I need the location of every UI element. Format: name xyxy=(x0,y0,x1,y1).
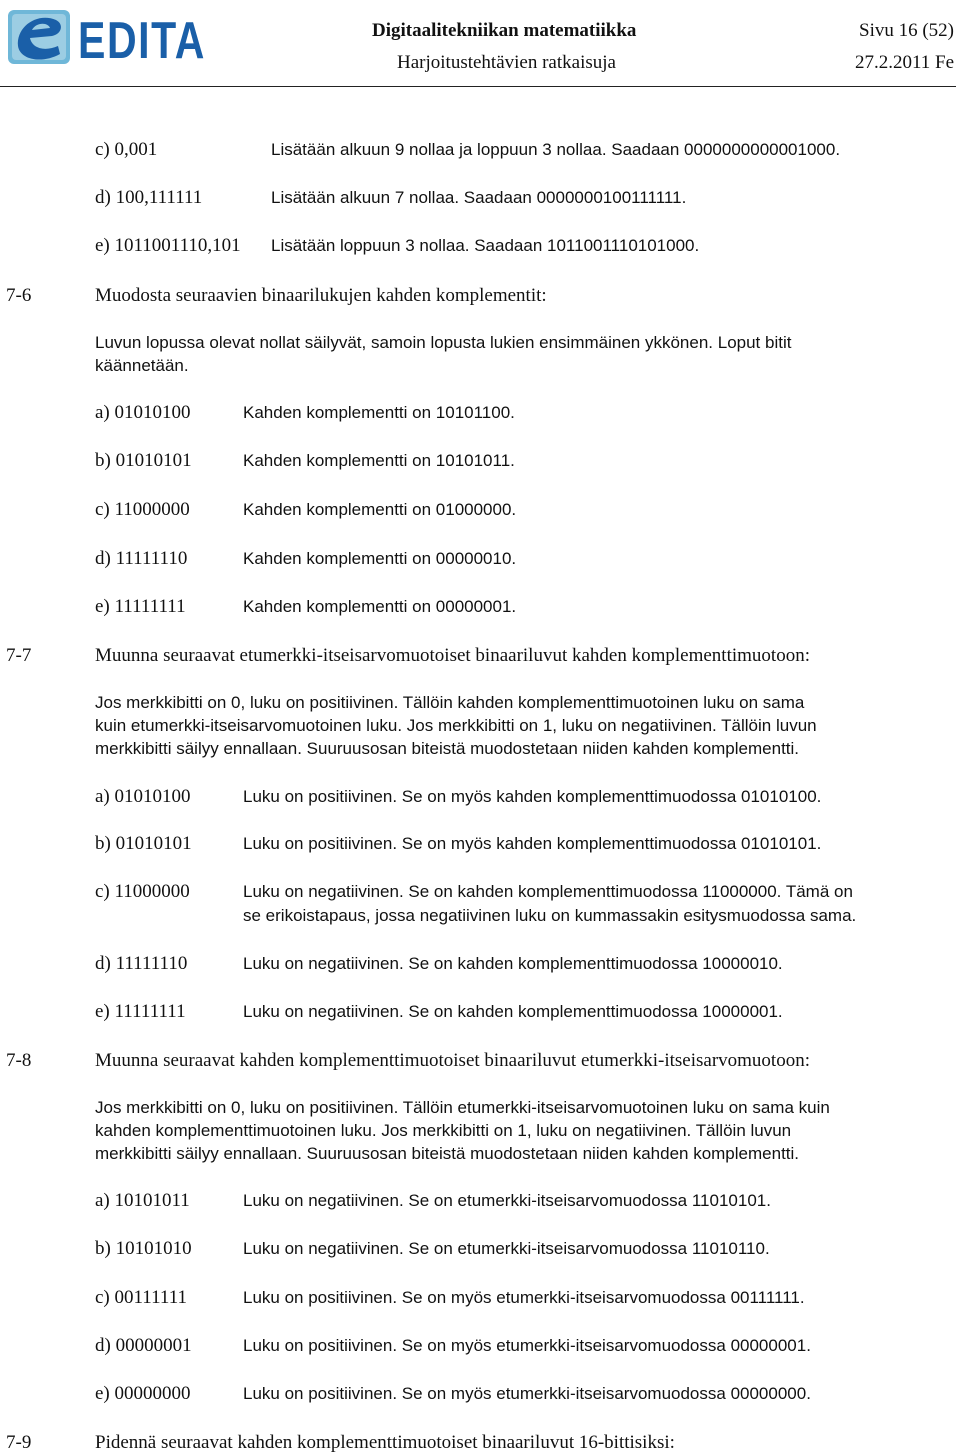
item-text: Lisätään alkuun 7 nollaa. Saadaan 0000000100111111. xyxy=(271,188,687,207)
task-intro xyxy=(95,691,945,760)
task-number: 7-7 xyxy=(6,645,32,666)
item-text: Kahden komplementti on 00000010. xyxy=(243,549,517,568)
header-divider xyxy=(0,86,956,87)
task-intro xyxy=(95,331,945,377)
item-text: Lisätään alkuun 9 nollaa ja loppuun 3 nollaa. Saadaan 0000000000001000. xyxy=(271,140,841,159)
item-text: Luku on positiivinen. Se on myös etumerkki-itseisarvomuodossa 00000000. xyxy=(243,1384,811,1403)
intro-line: merkkibitti säilyy ennallaan. Suuruusosan biteistä muodostetaan niiden kahden komplementti. xyxy=(95,1144,800,1163)
logo-wordmark: EDITA xyxy=(78,12,206,70)
item-text: Luku on negatiivinen. Se on kahden komplementtimuodossa 11000000. Tämä on xyxy=(243,882,853,901)
document-date: 27.2.2011 Fe xyxy=(854,52,954,73)
item-label: c) 0,001 xyxy=(95,139,158,160)
item-label: c) 11000000 xyxy=(95,499,190,520)
item-text: Kahden komplementti on 00000001. xyxy=(243,597,517,616)
document-title: Digitaalitekniikan matematiikka xyxy=(372,20,637,41)
task-intro xyxy=(95,1096,945,1165)
task-heading: Pidennä seuraavat kahden komplementtimuotoiset binaariluvut 16-bittisiksi: xyxy=(95,1432,675,1453)
intro-line: Jos merkkibitti on 0, luku on positiivinen. Tällöin etumerkki-itseisarvomuotoinen luku on sama kuin xyxy=(95,1098,830,1117)
item-text: Luku on positiivinen. Se on myös kahden komplementtimuodossa 01010100. xyxy=(243,787,822,806)
item-label: d) 100,111111 xyxy=(95,187,203,208)
item-label: b) 01010101 xyxy=(95,833,192,854)
item-text: se erikoistapaus, jossa negatiivinen luku on kummassakin esitysmuodossa sama. xyxy=(243,906,857,925)
document-subtitle: Harjoitustehtävien ratkaisuja xyxy=(397,52,616,73)
item-label: a) 01010100 xyxy=(95,402,191,423)
task-heading: Muodosta seuraavien binaarilukujen kahden komplementit: xyxy=(95,285,547,306)
item-label: a) 01010100 xyxy=(95,786,191,807)
edita-logo xyxy=(8,6,208,68)
item-label: e) 00000000 xyxy=(95,1383,191,1404)
item-label: d) 11111110 xyxy=(95,953,188,974)
item-label: b) 01010101 xyxy=(95,450,192,471)
item-text: Luku on positiivinen. Se on myös etumerkki-itseisarvomuodossa 00111111. xyxy=(243,1288,805,1307)
intro-line: kuin etumerkki-itseisarvomuotoinen luku. Jos merkkibitti on 1, luku on negatiivinen. Tällöin luvun xyxy=(95,716,817,735)
intro-line: kahden komplementtimuotoinen luku. Jos merkkibitti on 1, luku on negatiivinen. Tällöin luvun xyxy=(95,1121,792,1140)
item-text: Lisätään loppuun 3 nollaa. Saadaan 1011001110101000. xyxy=(271,236,700,255)
page-header xyxy=(0,0,960,90)
item-label: d) 11111110 xyxy=(95,548,188,569)
item-text: Luku on negatiivinen. Se on kahden komplementtimuodossa 10000010. xyxy=(243,954,783,973)
item-label: c) 11000000 xyxy=(95,881,190,902)
task-number: 7-6 xyxy=(6,285,32,306)
intro-line: Luvun lopussa olevat nollat säilyvät, samoin lopusta lukien ensimmäinen ykkönen. Loput bitit xyxy=(95,333,792,352)
intro-line: Jos merkkibitti on 0, luku on positiivinen. Tällöin kahden komplementtimuotoinen luku on sama xyxy=(95,693,805,712)
item-text: Luku on positiivinen. Se on myös etumerkki-itseisarvomuodossa 00000001. xyxy=(243,1336,811,1355)
item-text: Luku on negatiivinen. Se on etumerkki-itseisarvomuodossa 11010110. xyxy=(243,1239,770,1258)
task-number: 7-9 xyxy=(6,1432,32,1453)
item-text: Kahden komplementti on 10101011. xyxy=(243,451,515,470)
item-text: Luku on negatiivinen. Se on etumerkki-itseisarvomuodossa 11010101. xyxy=(243,1191,771,1210)
item-label: e) 11111111 xyxy=(95,596,186,617)
item-text: Luku on negatiivinen. Se on kahden komplementtimuodossa 10000001. xyxy=(243,1002,783,1021)
task-number: 7-8 xyxy=(6,1050,32,1071)
item-label: e) 11111111 xyxy=(95,1001,186,1022)
intro-line: käännetään. xyxy=(95,356,189,375)
item-label: b) 10101010 xyxy=(95,1238,192,1259)
item-label: d) 00000001 xyxy=(95,1335,192,1356)
item-text: Kahden komplementti on 01000000. xyxy=(243,500,517,519)
item-text: Luku on positiivinen. Se on myös kahden komplementtimuodossa 01010101. xyxy=(243,834,822,853)
task-heading: Muunna seuraavat etumerkki-itseisarvomuotoiset binaariluvut kahden komplementtimuotoon: xyxy=(95,645,810,666)
item-label: c) 00111111 xyxy=(95,1287,187,1308)
intro-line: merkkibitti säilyy ennallaan. Suuruusosan biteistä muodostetaan niiden kahden komplementti. xyxy=(95,739,800,758)
logo-emblem-icon xyxy=(8,10,70,64)
item-label: a) 10101011 xyxy=(95,1190,190,1211)
item-label: e) 1011001110,101 xyxy=(95,235,241,256)
page-number: Sivu 16 (52) xyxy=(859,20,954,41)
item-text: Kahden komplementti on 10101100. xyxy=(243,403,515,422)
task-heading: Muunna seuraavat kahden komplementtimuotoiset binaariluvut etumerkki-itseisarvomuotoon: xyxy=(95,1050,810,1071)
